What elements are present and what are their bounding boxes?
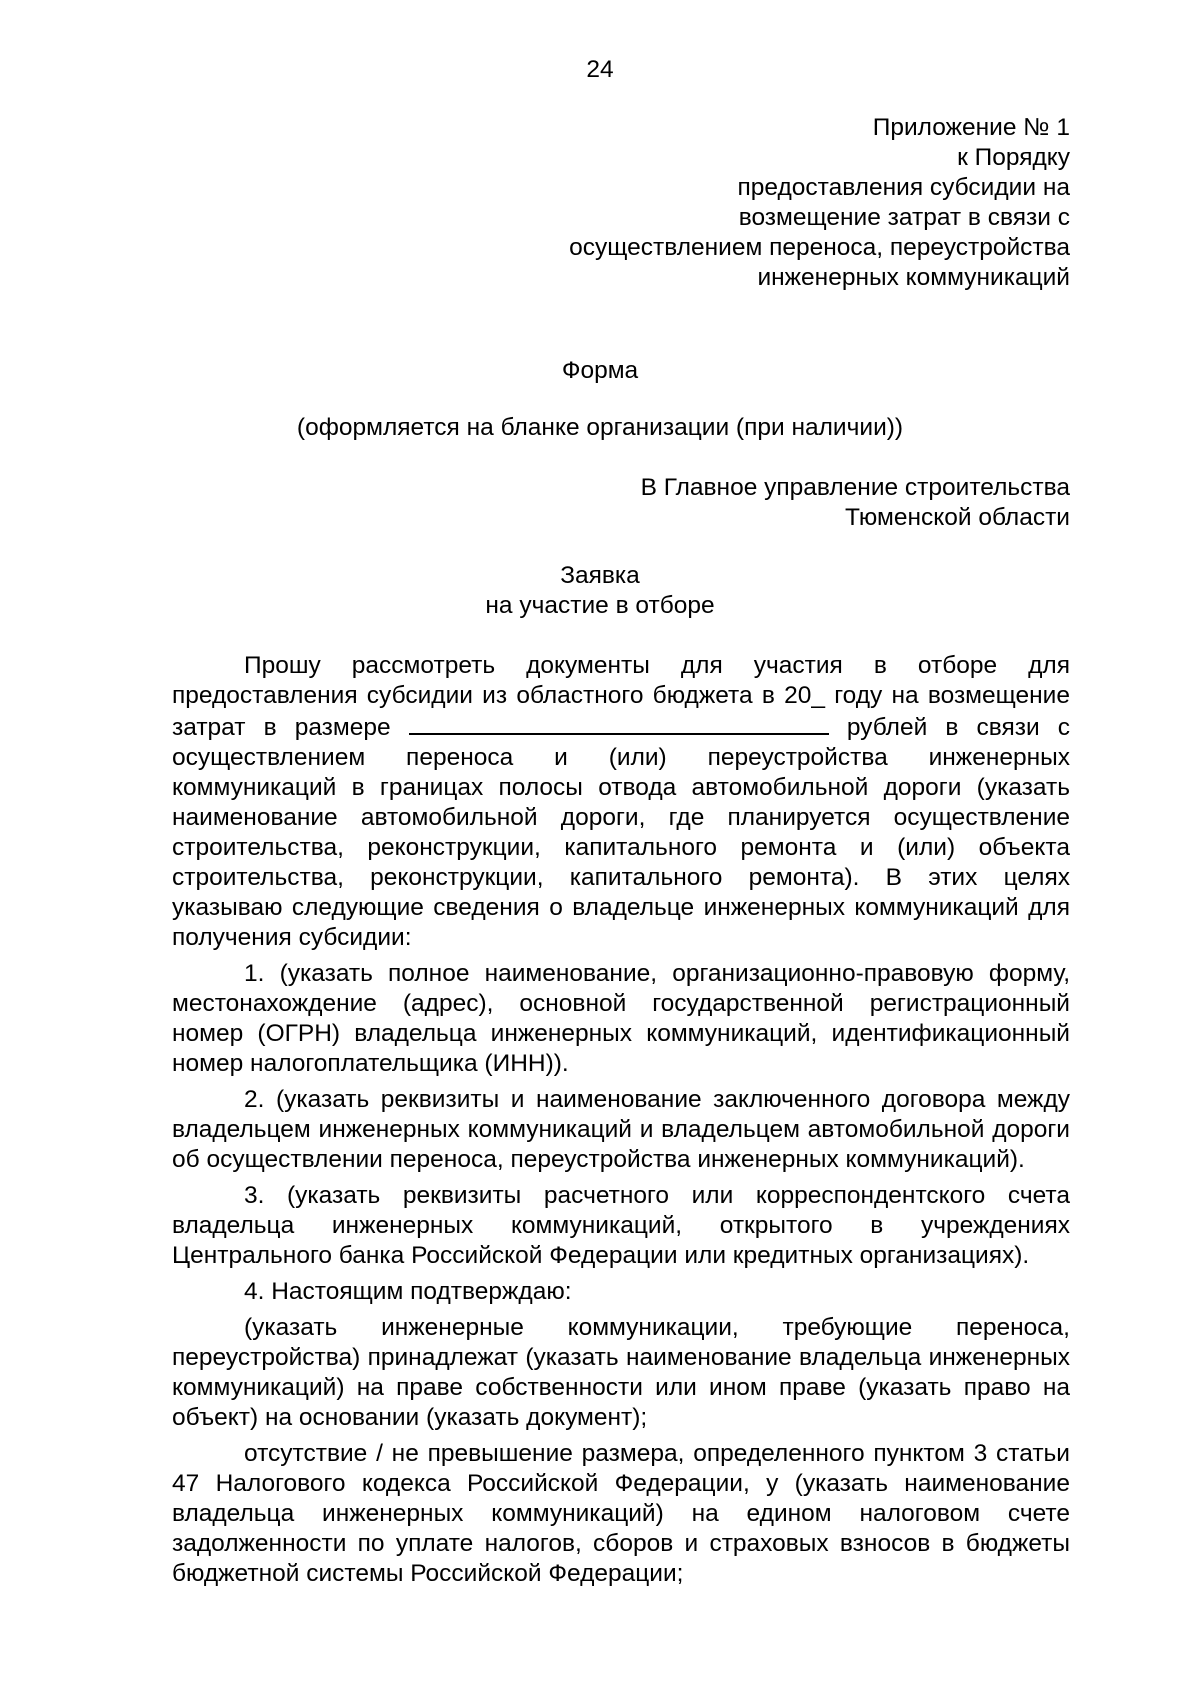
addressee-line: Тюменской области: [845, 504, 1070, 531]
item-1: 1. (указать полное наименование, организационно-правовую форму, местонахождение (адрес), основной государственной регистрационный номер (ОГРН) владельца инженерных коммуникаций, идентификационный номер налогоплательщика (ИНН)).: [172, 960, 1070, 1077]
title-line: Заявка: [560, 562, 640, 589]
appendix-line: к Порядку: [957, 144, 1070, 171]
amount-blank-line: [409, 711, 829, 735]
appendix-line: Приложение № 1: [872, 114, 1070, 141]
item-4: 4. Настоящим подтверждаю:: [244, 1278, 572, 1305]
addressee: [641, 473, 1070, 533]
appendix-header: [569, 113, 1070, 293]
intro-text-start: Прошу рассмотреть документы для участия в отборе для предоставления субсидии из областного бюджета в 20_ году на возмещение затрат в размере: [172, 652, 1070, 741]
letterhead-note: (оформляется на бланке организации (при наличии)): [296, 414, 904, 441]
appendix-line: предоставления субсидии на: [737, 174, 1070, 201]
intro-paragraph: [172, 651, 1070, 953]
appendix-line: осуществлением переноса, переустройства: [569, 234, 1070, 261]
item-4-paragraph-ownership: (указать инженерные коммуникации, требующие переноса, переустройства) принадлежат (указать наименование владельца инженерных коммуникаций) на праве собственности или ином праве (указать право на объект) на основании (указать документ);: [172, 1314, 1070, 1431]
form-label: Форма: [561, 357, 639, 384]
title-subline: на участие в отборе: [485, 592, 715, 619]
item-4-paragraph-tax-debt: отсутствие / не превышение размера, определенного пунктом 3 статьи 47 Налогового кодекса Российской Федерации, у (указать наименование владельца инженерных коммуникаций) на едином налоговом счете задолженности по уплате налогов, сборов и страховых взносов в бюджеты бюджетной системы Российской Федерации;: [172, 1440, 1070, 1587]
addressee-line: В Главное управление строительства: [640, 474, 1070, 501]
document-title: [0, 561, 1200, 621]
page-number: 24: [586, 56, 614, 83]
appendix-line: возмещение затрат в связи с: [738, 204, 1070, 231]
intro-text-end: рублей в связи с осуществлением переноса и (или) переустройства инженерных коммуникаций в границах полосы отвода автомобильной дороги (указать наименование автомобильной дороги, где планируется осуществление строительства, реконструкции, капитального ремонта и (или) объекта строительства, реконструкции, капитального ремонта). В этих целях указываю следующие сведения о владельце инженерных коммуникаций для получения субсидии:: [172, 714, 1070, 951]
appendix-line: инженерных коммуникаций: [757, 264, 1070, 291]
item-3: 3. (указать реквизиты расчетного или корреспондентского счета владельца инженерных коммуникаций, открытого в учреждениях Центрального банка Российской Федерации или кредитных организациях).: [172, 1182, 1070, 1269]
document-body: [172, 651, 1070, 1589]
item-2: 2. (указать реквизиты и наименование заключенного договора между владельцем инженерных коммуникаций и владельцем автомобильной дороги об осуществлении переноса, переустройства инженерных коммуникаций).: [172, 1086, 1070, 1173]
